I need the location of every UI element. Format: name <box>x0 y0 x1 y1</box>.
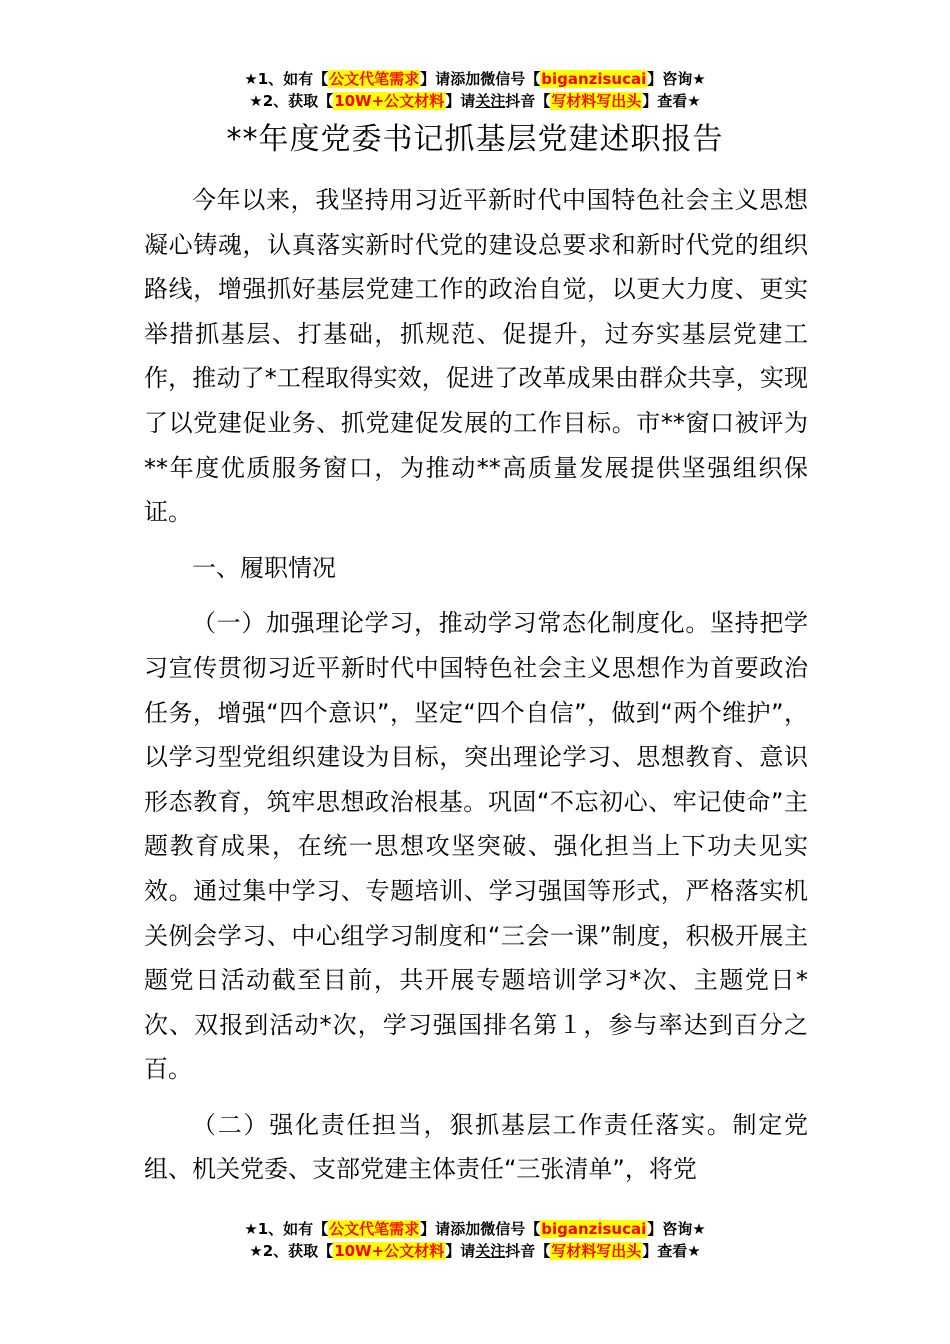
promo-wechat-id: biganzisucai <box>541 1220 647 1238</box>
promo-douyin-id: 写材料写出头 <box>551 92 642 110</box>
promo-wechat-id: biganzisucai <box>541 70 647 88</box>
promo-highlight: 10W+公文材料 <box>334 1242 445 1260</box>
document-body <box>144 178 808 1192</box>
paragraph-study: （一）加强理论学习，推动学习常态化制度化。坚持把学习宣传贯彻习近平新时代中国特色社会主义思想作为首要政治任务，增强“四个意识”，坚定“四个自信”，做到“两个维护”，以学习型党组织建设为目标，突出理论学习、思想教育、意识形态教育，筑牢思想政治根基。巩固“不忘初心、牢记使命”主题教育成果，在统一思想攻坚突破、强化担当上下功夫见实效。通过集中学习、专题培训、学习强国等形式，严格落实机关例会学习、中心组学习制度和“三会一课”制度，积极开展主题党日活动截至目前，共开展专题培训学习*次、主题党日*次、双报到活动*次，学习强国排名第１，参与率达到百分之百。 <box>144 609 808 1084</box>
paragraph-intro: 今年以来，我坚持用习近平新时代中国特色社会主义思想凝心铸魂，认真落实新时代党的建设总要求和新时代党的组织路线，增强抓好基层党建工作的政治自觉，以更大力度、更实举措抓基层、打基础，抓规范、促提升，过夯实基层党建工作，推动了*工程取得实效，促进了改革成果由群众共享，实现了以党建促业务、抓党建促发展的工作目标。市**窗口被评为**年度优质服务窗口，为推动**高质量发展提供坚强组织保证。 <box>144 186 808 527</box>
paragraph-responsibility: （二）强化责任担当，狠抓基层工作责任落实。制定党组、机关党委、支部党建主体责任“三张清单”，将党 <box>144 1110 808 1184</box>
promo-highlight: 公文代笔需求 <box>329 1220 420 1238</box>
section-heading: 一、履职情况 <box>192 553 336 582</box>
promo-line-2: ★2、获取【10W+公文材料】请关注抖音【写材料写出头】查看★ <box>249 1242 701 1260</box>
promo-footer <box>0 1218 950 1262</box>
document-title: **年度党委书记抓基层党建述职报告 <box>226 122 724 157</box>
promo-highlight: 10W+公文材料 <box>334 92 445 110</box>
promo-douyin-id: 写材料写出头 <box>551 1242 642 1260</box>
promo-line-1: ★1、如有【公文代笔需求】请添加微信号【biganzisucai】咨询★ <box>244 70 706 88</box>
promo-header <box>0 68 950 112</box>
promo-highlight: 公文代笔需求 <box>329 70 420 88</box>
promo-line-1: ★1、如有【公文代笔需求】请添加微信号【biganzisucai】咨询★ <box>244 1220 706 1238</box>
promo-line-2: ★2、获取【10W+公文材料】请关注抖音【写材料写出头】查看★ <box>249 92 701 110</box>
